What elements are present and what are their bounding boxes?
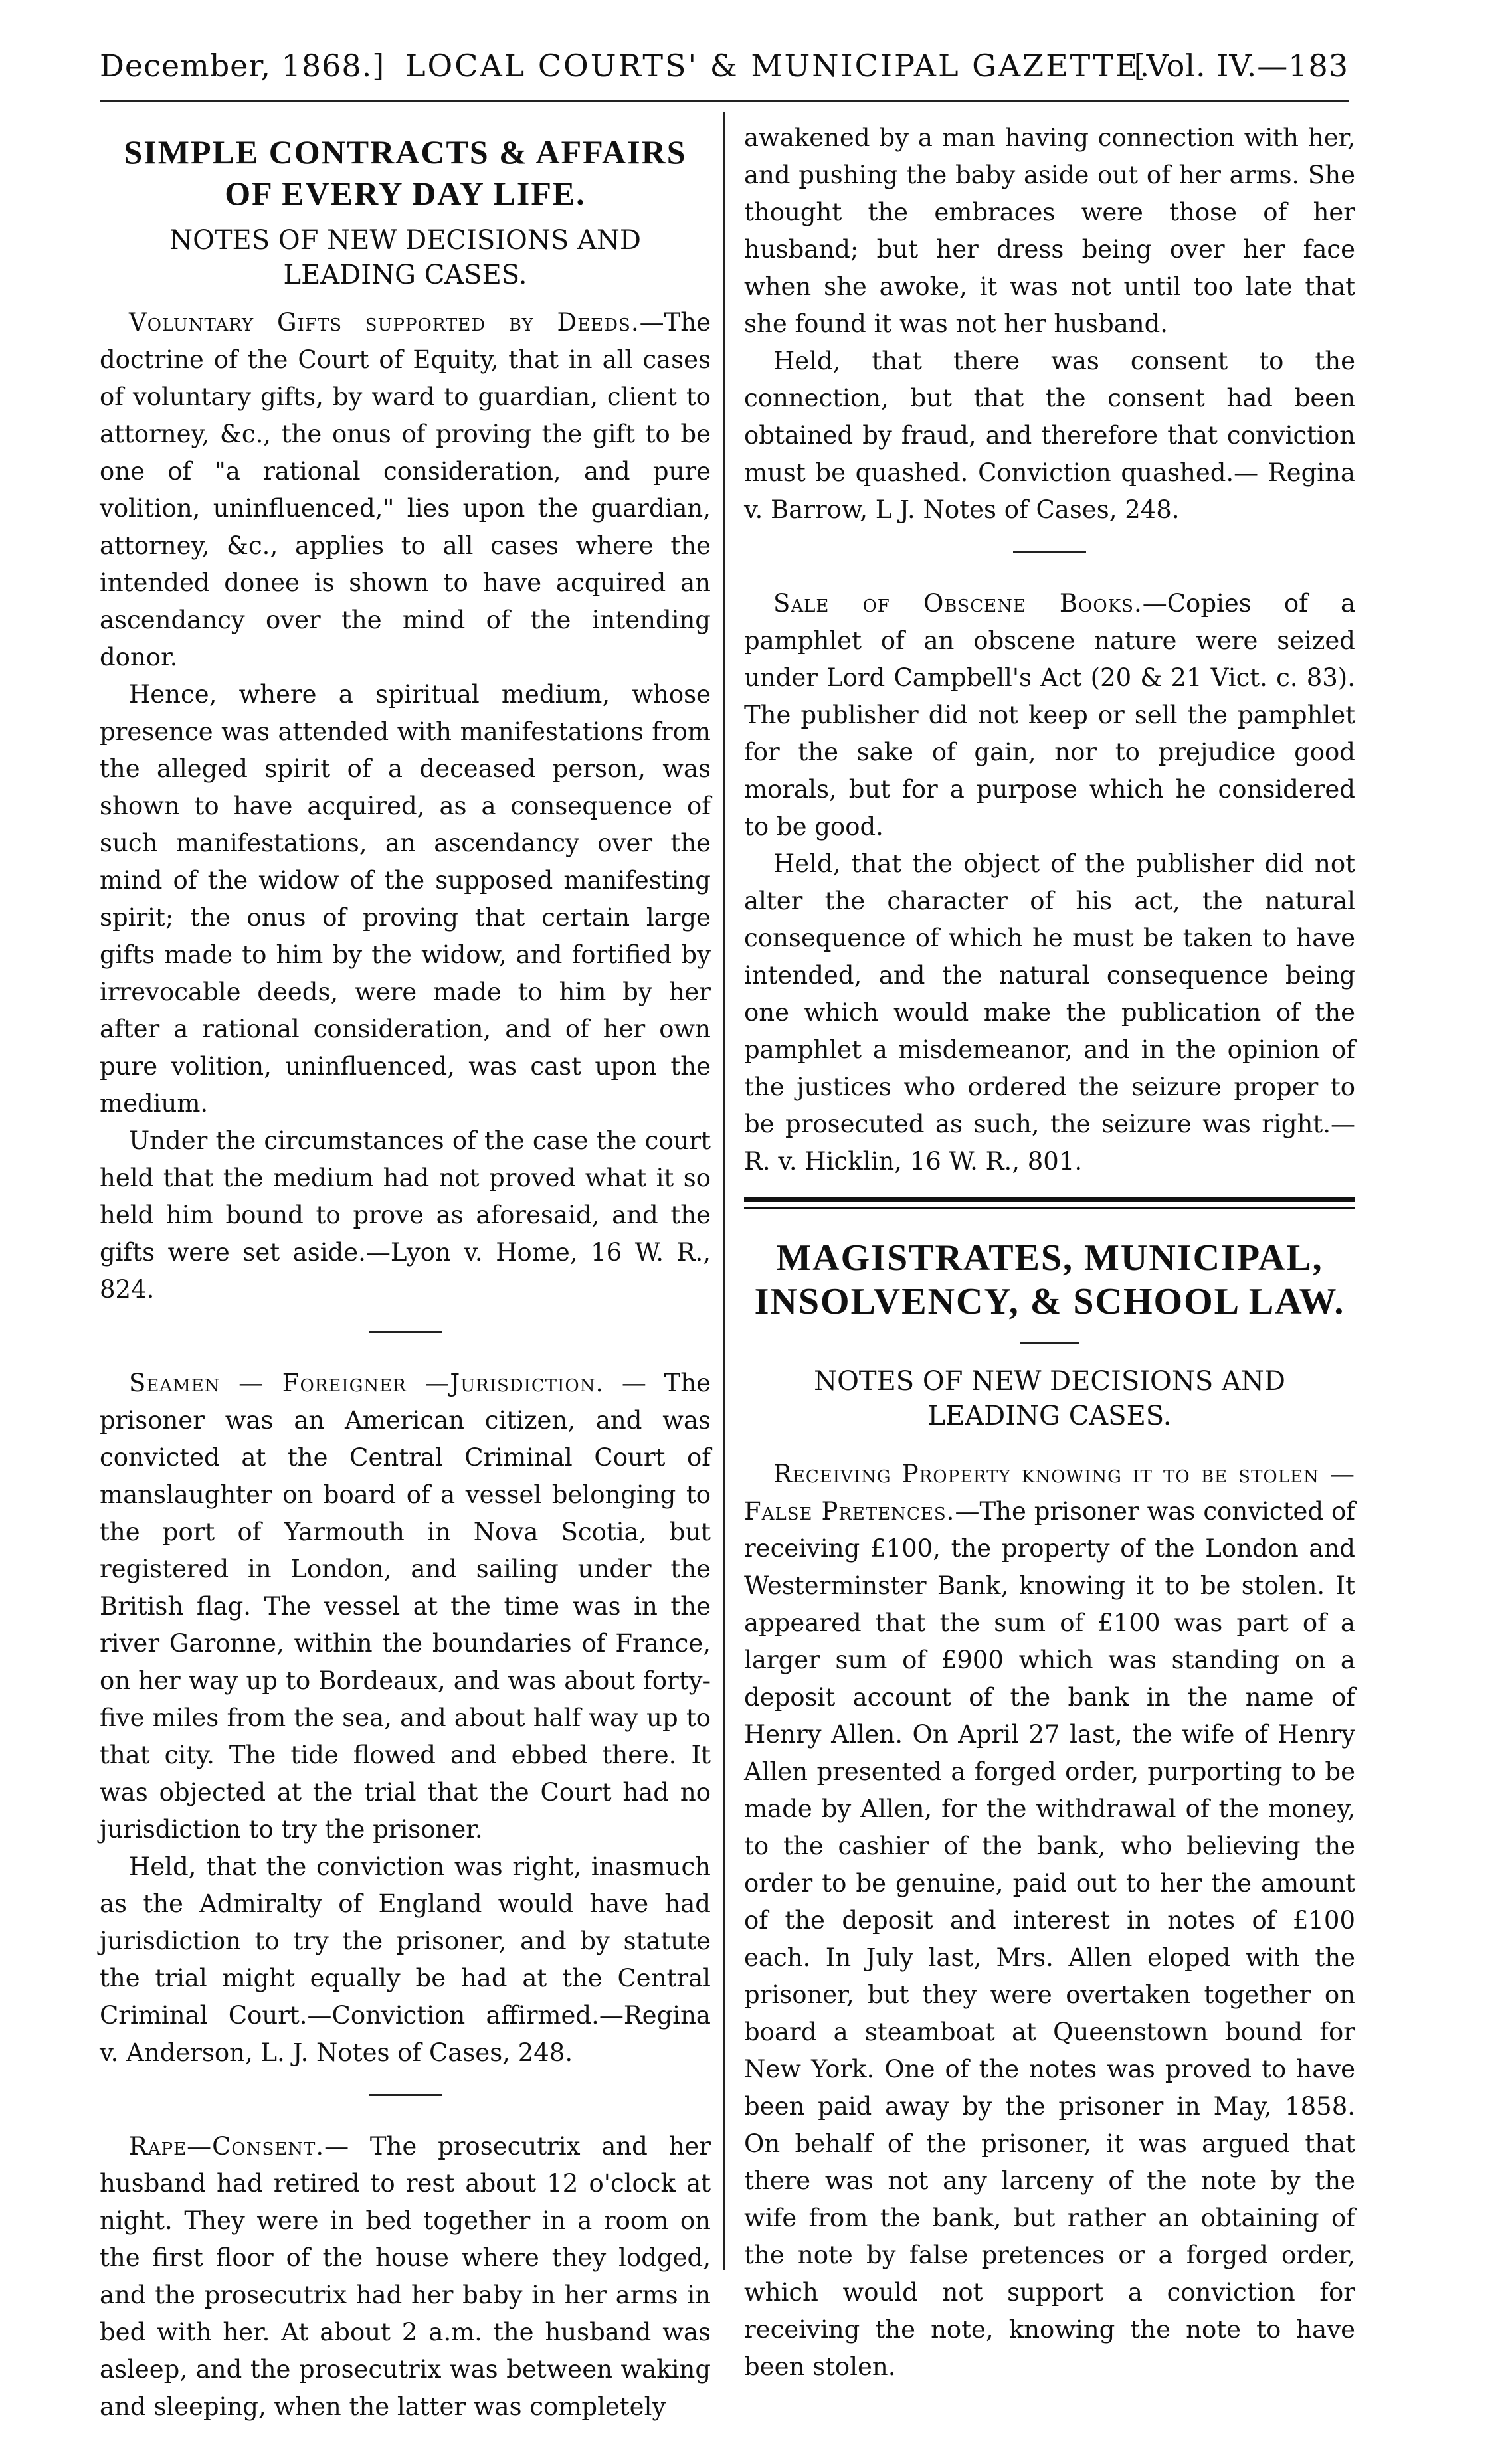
rape-p1-text: — The prosecutrix and her husband had retired to rest about 12 o'clock at night. They were in bed together in a room on the first floor of the house where they lodged, and the prosecutrix had her baby in her arms in bed with her. At about 2 a.m. the husband was asleep, and the prosecutrix was between waking and sleeping, when the latter was completely bbox=[100, 2132, 711, 2421]
obscene-p1 bbox=[744, 585, 1355, 845]
magistrates-section-subtitle: NOTES OF NEW DECISIONS AND LEADING CASES. bbox=[814, 1366, 1285, 1431]
receiving-heading: Receiving Property knowing it to be stolen —False Pretences. bbox=[744, 1460, 1355, 1526]
obscene-p2: Held, that the object of the publisher did not alter the character of his act, the natural consequence of which he must be taken to have intended, and the natural consequence being one which would make the publication of the pamphlet a misdemeanor, and in the opinion of the justices who ordered the seizure proper to be prosecuted as such, the seizure was right.—R. v. Hicklin, 16 W. R., 801. bbox=[744, 849, 1355, 1176]
seamen-p1-text: — The prisoner was an American citizen, and was convicted at the Central Criminal Court of manslaughter on board of a vessel belonging to the port of Yarmouth in Nova Scotia, but registered in London, and sailing under the British flag. The vessel at the time was in the river Garonne, within the boundaries of France, on her way up to Bordeaux, and was about forty-five miles from the sea, and about half way up to that city. The tide flowed and ebbed there. It was objected at the trial that the Court had no jurisdiction to try the prisoner. bbox=[100, 1369, 711, 1844]
voluntary-gifts-heading: Voluntary Gifts supported by Deeds. bbox=[129, 308, 640, 337]
voluntary-gifts-p1 bbox=[100, 304, 711, 676]
section-double-rule bbox=[744, 1197, 1355, 1209]
voluntary-gifts-p2: Hence, where a spiritual medium, whose presence was attended with manifestations from the alleged spirit of a deceased person, was shown to have acquired, as a consequence of such manifestations, an ascendancy over the mind of the widow of the supposed manifesting spirit; the onus of proving that certain large gifts made to him by the widow, and fortified by irrevocable deeds, were made to him by her after a rational consideration, and of her own pure volition, uninfluenced, was cast upon the medium. bbox=[100, 680, 711, 1118]
column-divider bbox=[723, 112, 725, 2270]
section-rule bbox=[1020, 1342, 1079, 1344]
header-date: December, 1868.] bbox=[100, 48, 385, 84]
rape-cont-p2: Held, that there was consent to the connection, but that the consent had been obtained by fraud, and therefore that conviction must be quashed. Conviction quashed.— Regina v. Barrow, L J. Notes of Cases, 248. bbox=[744, 347, 1355, 524]
rape-heading: Rape—Consent. bbox=[129, 2132, 325, 2160]
obscene-p1-text: —Copies of a pamphlet of an obscene nature were seized under Lord Campbell's Act (20 & 21 Vict. c. 83). The publisher did not keep or sell the pamphlet for the sake of gain, nor to prejudice good morals, but for a purpose which he considered to be good. bbox=[744, 589, 1355, 841]
rape-p1 bbox=[100, 2128, 711, 2425]
seamen-p1 bbox=[100, 1365, 711, 1848]
page-header bbox=[100, 41, 1349, 94]
article-separator bbox=[369, 1331, 442, 1333]
right-column bbox=[744, 120, 1355, 2386]
header-rule bbox=[100, 100, 1349, 102]
voluntary-gifts-p3: Under the circumstances of the case the court held that the medium had not proved what it so held him bound to prove as aforesaid, and the gifts were set aside.—Lyon v. Home, 16 W. R., 824. bbox=[100, 1126, 711, 1304]
receiving-p1-text: —The prisoner was convicted of receiving £100, the property of the London and Westerminster Bank, knowing it to be stolen. It appeared that the sum of £100 was part of a larger sum of £900 which was standing on a deposit account of the bank in the name of Henry Allen. On April 27 last, the wife of Henry Allen presented a forged order, purporting to be made by Allen, for the withdrawal of the money, to the cashier of the bank, who believing the order to be genuine, paid out to her the amount of the deposit and interest in notes of £100 each. In July last, Mrs. Allen eloped with the prisoner, but they were overtaken together on board a steamboat at Queenstown bound for New York. One of the notes was proved to have been paid away by the prisoner in May, 1858. On behalf of the prisoner, it was argued that there was not any larceny of the note by the wife from the bank, but rather an obtaining of the note by false pretences or a forged order, which would not support a conviction for receiving the note, knowing the note to have been stolen. bbox=[744, 1497, 1355, 2381]
header-title: LOCAL COURTS' & MUNICIPAL GAZETTE. bbox=[405, 48, 1152, 84]
header-volume: [Vol. IV.—183 bbox=[1133, 48, 1349, 84]
receiving-p1 bbox=[744, 1456, 1355, 2386]
obscene-heading: Sale of Obscene Books. bbox=[773, 589, 1143, 618]
left-section-title: SIMPLE CONTRACTS & AFFAIRS OF EVERY DAY LIFE. bbox=[124, 133, 687, 212]
article-separator bbox=[1013, 551, 1086, 553]
article-separator bbox=[369, 2094, 442, 2096]
left-column bbox=[100, 120, 711, 2425]
magistrates-section-title: MAGISTRATES, MUNICIPAL, INSOLVENCY, & SCHOOL LAW. bbox=[754, 1237, 1345, 1322]
seamen-heading: Seamen — Foreigner —Jurisdiction. bbox=[129, 1369, 605, 1397]
seamen-p2: Held, that the conviction was right, inasmuch as the Admiralty of England would have had jurisdiction to try the prisoner, and by statute the trial might equally be had at the Central Criminal Court.—Conviction affirmed.—Regina v. Anderson, L. J. Notes of Cases, 248. bbox=[100, 1852, 711, 2067]
left-section-subtitle: NOTES OF NEW DECISIONS AND LEADING CASES. bbox=[169, 225, 641, 290]
voluntary-gifts-p1-text: —The doctrine of the Court of Equity, that in all cases of voluntary gifts, by ward to guardian, client to attorney, &c., the onus of proving the gift to be one of "a rational consideration, and pure volition, uninfluenced," lies upon the guardian, attorney, &c., applies to all cases where the intended donee is shown to have acquired an ascendancy over the mind of the intending donor. bbox=[100, 308, 711, 671]
rape-cont-p1: awakened by a man having connection with her, and pushing the baby aside out of her arms. She thought the embraces were those of her husband; but her dress being over her face when she awoke, it was not until too late that she found it was not her husband. bbox=[744, 124, 1355, 338]
